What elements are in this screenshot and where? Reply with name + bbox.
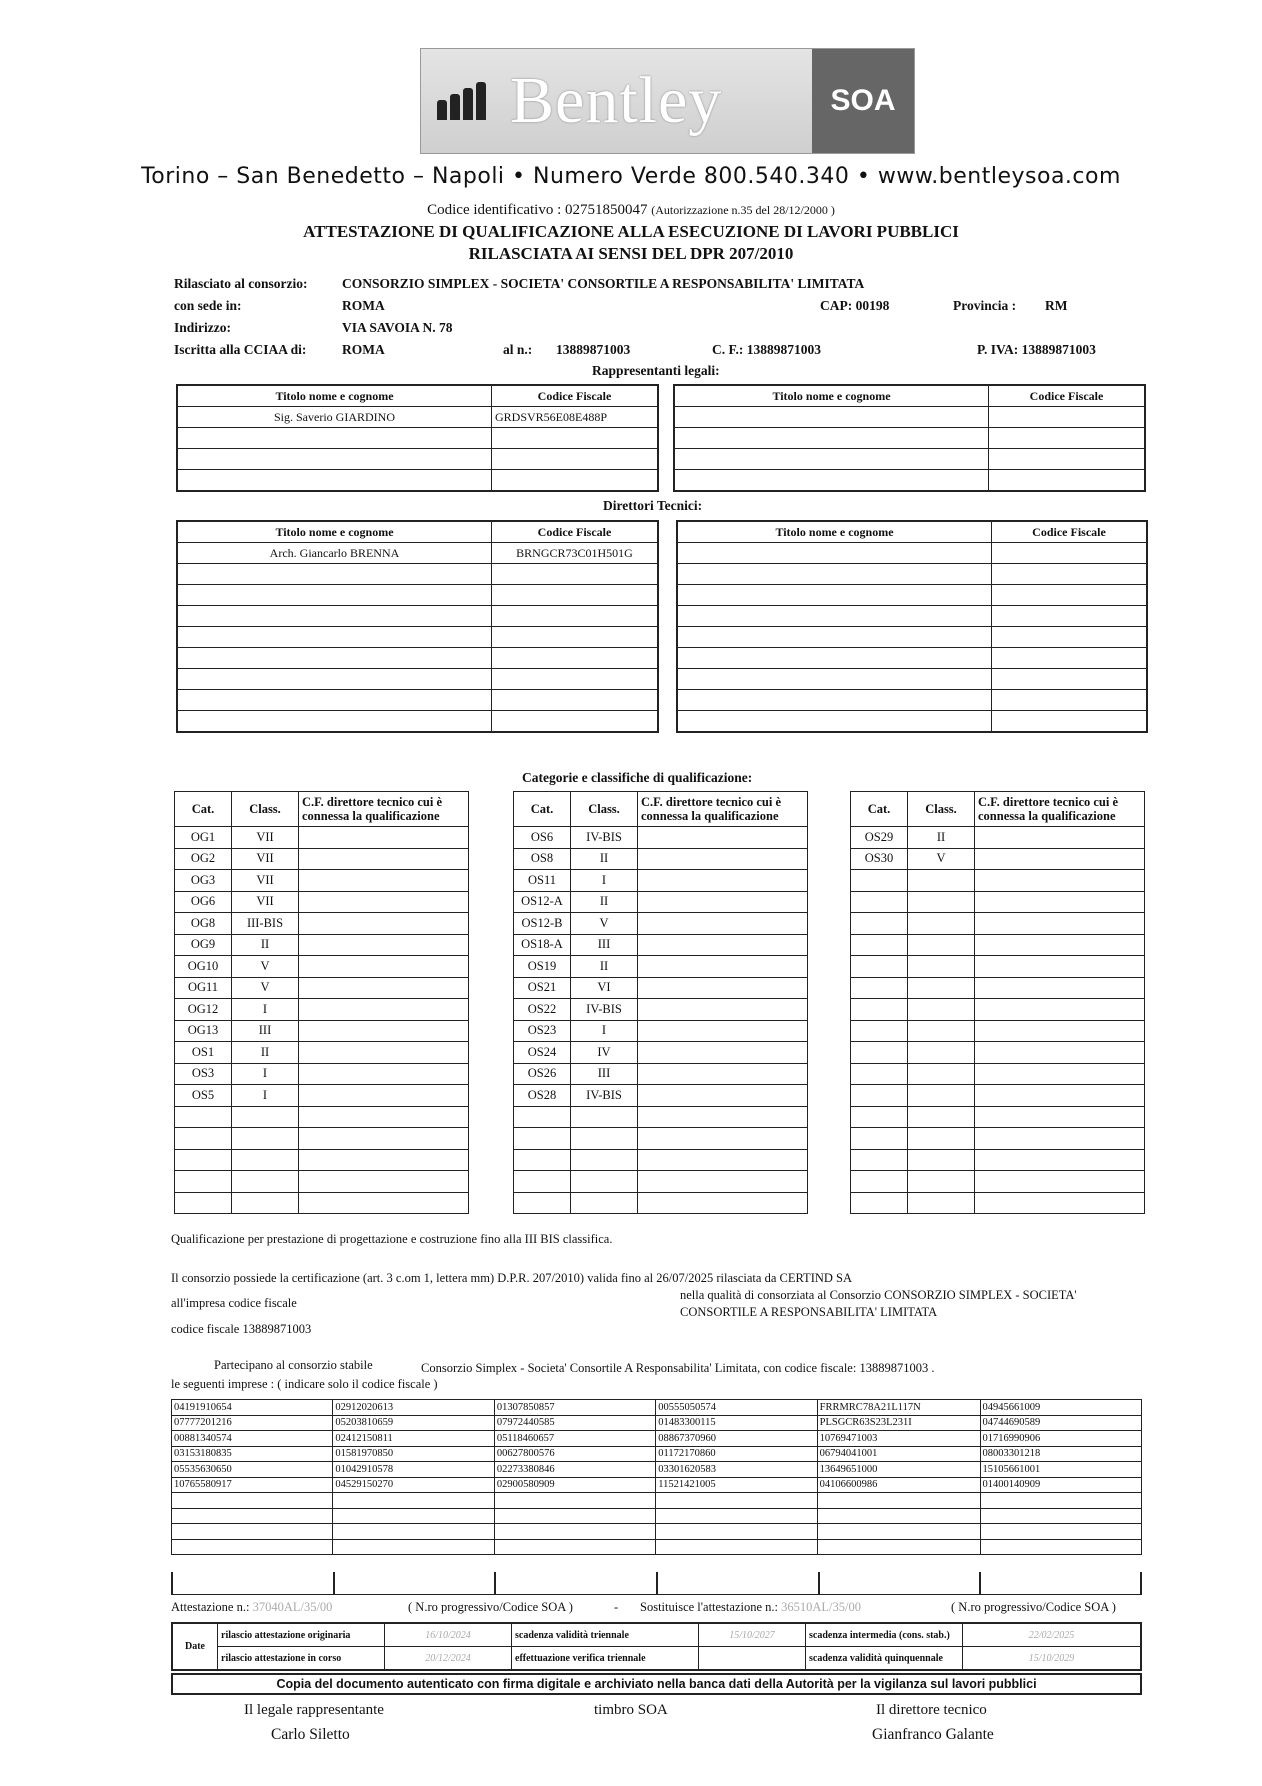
categoria-class: I [232,1063,299,1085]
class-header: Class. [232,792,299,827]
impresa-cf: 02900580909 [494,1477,655,1493]
impresa-row [172,1446,1142,1462]
aln-label: al n.: [503,342,533,357]
categoria-row [514,977,808,999]
copia-documento-bar: Copia del documento autenticato con firma digitale e archiviato nella banca dati della Autorità per la vigilanza sul lavori pubblici [171,1673,1142,1695]
categoria-row [851,1128,1145,1150]
categoria-code: OS23 [514,1020,571,1042]
categoria-row [175,956,469,978]
categoria-class: V [908,848,975,870]
rappresentanti-heading: Rappresentanti legali: [592,363,720,378]
categoria-class: III [571,1063,638,1085]
categoria-class: I [571,1020,638,1042]
logo-mark-icon [437,82,486,120]
categorie-heading: Categorie e classifiche di qualificazione: [522,770,753,785]
categoria-row [514,848,808,870]
categoria-code: OS19 [514,956,571,978]
rilascio-originaria-value: 16/10/2024 [385,1623,512,1647]
class-header: Class. [571,792,638,827]
categoria-code: OS22 [514,999,571,1021]
direttore-title: Il direttore tecnico [876,1702,987,1718]
cf-line: codice fiscale 13889871003 [171,1322,312,1336]
scadenza-triennale-label: scadenza validità triennale [512,1623,699,1647]
categoria-code: OG12 [175,999,232,1021]
impresa-cf: 00555050574 [656,1400,817,1416]
categoria-code: OG3 [175,870,232,892]
categoria-code: OS8 [514,848,571,870]
categoria-code: OG2 [175,848,232,870]
categoria-class: IV [571,1042,638,1064]
categoria-class: II [571,956,638,978]
qualificazione-note: Qualificazione per prestazione di progettazione e costruzione fino alla III BIS classifica. [171,1232,613,1246]
logo-badge: SOA [812,49,914,153]
categorie-table-2 [513,791,808,1214]
verifica-triennale-label: effettuazione verifica triennale [512,1647,699,1671]
col-cf-header: Codice Fiscale [492,385,659,407]
impresa-cf: 07972440585 [494,1415,655,1431]
timbro-soa: timbro SOA [594,1702,668,1718]
rappresentanti-table-left [176,384,659,492]
qualita-line-1: nella qualità di consorziata al Consorzio CONSORZIO SIMPLEX - SOCIETA' [680,1288,1077,1302]
impresa-cf: PLSGCR63S23L231I [817,1415,980,1431]
categoria-code: OS5 [175,1085,232,1107]
cat-header: Cat. [514,792,571,827]
categoria-row [851,934,1145,956]
impresa-cf: 01400140909 [980,1477,1141,1493]
categoria-row [514,870,808,892]
categoria-row [514,1042,808,1064]
categoria-class: VII [232,848,299,870]
impresa-cf: 01172170860 [656,1446,817,1462]
cat-header: Cat. [851,792,908,827]
categoria-code: OS12-B [514,913,571,935]
cat-header: Cat. [175,792,232,827]
class-header: Class. [908,792,975,827]
categoria-row [514,891,808,913]
categoria-row [851,1106,1145,1128]
categoria-row [514,956,808,978]
categoria-code: OS6 [514,827,571,849]
impresa-cf: 13649651000 [817,1462,980,1478]
categoria-row [175,870,469,892]
impresa-cf: 04529150270 [333,1477,494,1493]
categoria-row [851,999,1145,1021]
categoria-class: V [232,977,299,999]
scadenza-triennale-value: 15/10/2027 [699,1623,806,1647]
impresa-row [172,1400,1142,1416]
piva-value: P. IVA: 13889871003 [977,342,1096,357]
cciaa-label: Iscritta alla CCIAA di: [174,342,307,357]
impresa-cf: 04744690589 [980,1415,1141,1431]
impresa-cf: 01307850857 [494,1400,655,1416]
categoria-class: I [232,999,299,1021]
categoria-row [851,1085,1145,1107]
impresa-cf: 02273380846 [494,1462,655,1478]
categoria-class: I [232,1085,299,1107]
categoria-row [175,913,469,935]
categoria-row [514,934,808,956]
impresa-cf: 02412150811 [333,1431,494,1447]
attestazione-progr: ( N.ro progressivo/Codice SOA ) [408,1600,573,1614]
categoria-row [514,913,808,935]
categoria-class: II [908,827,975,849]
categoria-row [514,1020,808,1042]
categoria-row [851,870,1145,892]
cf-value: C. F.: 13889871003 [712,342,822,357]
verifica-triennale-value [699,1647,806,1671]
bentley-soa-logo [420,48,915,154]
categoria-row [175,977,469,999]
impresa-cf: 11521421005 [656,1477,817,1493]
categoria-code: OG10 [175,956,232,978]
categoria-class: IV-BIS [571,1085,638,1107]
col-name-header: Titolo nome e cognome [674,385,989,407]
direttori-table-right [676,520,1148,733]
categoria-code: OG11 [175,977,232,999]
impresa-row [172,1462,1142,1478]
categoria-row [175,1106,469,1128]
categoria-row [175,1063,469,1085]
qualita-line-2: CONSORTILE A RESPONSABILITA' LIMITATA [680,1305,938,1319]
categoria-row [514,1106,808,1128]
categoria-code: OG8 [175,913,232,935]
categoria-code: OS3 [175,1063,232,1085]
imprese-table-footer [171,1572,1142,1595]
categoria-row [851,1171,1145,1193]
attestazione-line [171,1600,332,1615]
codice-label: Codice identificativo : [427,202,562,218]
categoria-class: V [571,913,638,935]
cf-header: C.F. direttore tecnico cui è connessa la qualificazione [299,792,469,827]
impresa-row [172,1415,1142,1431]
direttori-table-left [176,520,659,733]
sostituisce-progr: ( N.ro progressivo/Codice SOA ) [951,1600,1116,1614]
categoria-code: OS21 [514,977,571,999]
rappresentante-name: Sig. Saverio GIARDINO [177,407,492,428]
categoria-row [175,1128,469,1150]
categoria-row [175,1085,469,1107]
scadenza-intermedia-label: scadenza intermedia (cons. stab.) [806,1623,963,1647]
rilascio-originaria-label: rilascio attestazione originaria [218,1623,385,1647]
categoria-code: OG1 [175,827,232,849]
attestazione-label: Attestazione n.: [171,1600,250,1614]
categoria-row [851,1149,1145,1171]
categoria-row [514,999,808,1021]
categoria-row [175,1149,469,1171]
document-subtitle: RILASCIATA AI SENSI DEL DPR 207/2010 [468,244,794,263]
categoria-class: VII [232,870,299,892]
certificazione-line: Il consorzio possiede la certificazione (art. 3 c.om 1, lettera mm) D.P.R. 207/2010) valida fino al 26/07/2025 rilasciata da CERTIND SA [171,1271,853,1285]
impresa-cf: 03301620583 [656,1462,817,1478]
rilascio-corso-value: 20/12/2024 [385,1647,512,1671]
partecipano-name: Consorzio Simplex - Societa' Consortile A Responsabilita' Limitata, con codice fiscale: 13889871003 . [421,1361,935,1375]
legale-name: Carlo Siletto [271,1726,350,1743]
impresa-cf: 01581970850 [333,1446,494,1462]
impresa-cf: 15105661001 [980,1462,1141,1478]
date-label: Date [172,1623,218,1670]
categoria-row [175,999,469,1021]
direttore-cf: BRNGCR73C01H501G [492,543,659,564]
rappresentanti-table-right [673,384,1146,492]
categoria-code: OS26 [514,1063,571,1085]
categoria-class: VII [232,827,299,849]
cf-header: C.F. direttore tecnico cui è connessa la qualificazione [638,792,808,827]
impresa-line: all'impresa codice fiscale [171,1296,297,1310]
categoria-class: III-BIS [232,913,299,935]
direttore-name: Arch. Giancarlo BRENNA [177,543,492,564]
codice-auth: (Autorizzazione n.35 del 28/12/2000 ) [651,203,835,217]
categoria-row [175,891,469,913]
categoria-row [851,956,1145,978]
cap-value: CAP: 00198 [820,298,890,313]
categorie-table-3 [850,791,1145,1214]
categoria-class: III [571,934,638,956]
contact-line: Torino – San Benedetto – Napoli • Numero Verde 800.540.340 • www.bentleysoa.com [141,164,1121,189]
categoria-row [514,1085,808,1107]
scadenza-quinquennale-value: 15/10/2029 [963,1647,1142,1671]
categoria-row [851,827,1145,849]
categoria-row [175,1171,469,1193]
categoria-row [514,1063,808,1085]
impresa-cf: 01483300115 [656,1415,817,1431]
impresa-cf: 04106600986 [817,1477,980,1493]
categoria-row [851,848,1145,870]
impresa-row [172,1477,1142,1493]
categoria-row [514,1171,808,1193]
col-cf-header: Codice Fiscale [492,521,659,543]
categoria-row [175,1192,469,1214]
categoria-code: OS1 [175,1042,232,1064]
impresa-cf: 08003301218 [980,1446,1141,1462]
cf-header: C.F. direttore tecnico cui è connessa la qualificazione [975,792,1145,827]
categoria-row [851,977,1145,999]
categoria-row [175,1042,469,1064]
categoria-class: IV-BIS [571,999,638,1021]
categoria-class: V [232,956,299,978]
categoria-class: VI [571,977,638,999]
categoria-row [175,1020,469,1042]
logo-text: Bentley [510,64,723,137]
impresa-cf: 06794041001 [817,1446,980,1462]
categoria-class: II [571,891,638,913]
categoria-row [851,891,1145,913]
rappresentante-cf: GRDSVR56E08E488P [492,407,659,428]
seguenti-imprese: le seguenti imprese : ( indicare solo il codice fiscale ) [171,1377,438,1391]
impresa-cf: 10769471003 [817,1431,980,1447]
col-cf-header: Codice Fiscale [989,385,1146,407]
document-title: ATTESTAZIONE DI QUALIFICAZIONE ALLA ESECUZIONE DI LAVORI PUBBLICI [303,222,959,241]
sostituisce-label: Sostituisce l'attestazione n.: [640,1600,778,1614]
categoria-code: OG9 [175,934,232,956]
impresa-cf: 08867370960 [656,1431,817,1447]
impresa-row [172,1431,1142,1447]
sede-label: con sede in: [174,298,242,313]
categoria-class: VII [232,891,299,913]
categoria-class: II [232,934,299,956]
indirizzo-value: VIA SAVOIA N. 78 [342,320,453,335]
indirizzo-label: Indirizzo: [174,320,231,335]
scadenza-quinquennale-label: scadenza validità quinquennale [806,1647,963,1671]
categoria-class: II [232,1042,299,1064]
impresa-cf: 00627800576 [494,1446,655,1462]
scadenza-intermedia-value: 22/02/2025 [963,1623,1142,1647]
col-name-header: Titolo nome e cognome [177,385,492,407]
col-cf-header: Codice Fiscale [992,521,1148,543]
dates-table [171,1622,1142,1671]
impresa-cf: 05118460657 [494,1431,655,1447]
impresa-cf: 05203810659 [333,1415,494,1431]
rilasciato-value: CONSORZIO SIMPLEX - SOCIETA' CONSORTILE A RESPONSABILITA' LIMITATA [342,276,865,291]
rilascio-corso-label: rilascio attestazione in corso [218,1647,385,1671]
impresa-cf: 02912020613 [333,1400,494,1416]
categoria-row [851,913,1145,935]
categoria-row [514,1149,808,1171]
impresa-cf: 10765580917 [172,1477,333,1493]
sostituisce-line [640,1600,861,1615]
categoria-class: III [232,1020,299,1042]
provincia-value: RM [1045,298,1068,313]
col-name-header: Titolo nome e cognome [677,521,992,543]
categoria-code: OS12-A [514,891,571,913]
categoria-row [851,1063,1145,1085]
categoria-row [175,934,469,956]
codice-value: 02751850047 [565,202,648,218]
categoria-code: OS28 [514,1085,571,1107]
sostituisce-value: 36510AL/35/00 [781,1600,861,1614]
legale-title: Il legale rappresentante [244,1702,384,1718]
impresa-cf: 04191910654 [172,1400,333,1416]
categoria-code: OS29 [851,827,908,849]
categoria-code: OG13 [175,1020,232,1042]
sede-value: ROMA [342,298,385,313]
categoria-code: OS11 [514,870,571,892]
provincia-label: Provincia : [953,298,1017,313]
impresa-cf: 07777201216 [172,1415,333,1431]
categoria-row [175,848,469,870]
categoria-code: OG6 [175,891,232,913]
categoria-class: II [571,848,638,870]
impresa-cf: 01042910578 [333,1462,494,1478]
codice-identificativo [0,202,1262,219]
impresa-cf: FRRMRC78A21L117N [817,1400,980,1416]
impresa-cf: 03153180835 [172,1446,333,1462]
categoria-row [514,827,808,849]
imprese-table [171,1399,1142,1555]
categoria-row [514,1192,808,1214]
categoria-class: I [571,870,638,892]
categoria-row [851,1042,1145,1064]
categoria-row [514,1128,808,1150]
categoria-row [851,1020,1145,1042]
impresa-cf: 04945661009 [980,1400,1141,1416]
categoria-class: IV-BIS [571,827,638,849]
direttori-heading: Direttori Tecnici: [603,498,703,513]
categoria-row [851,1192,1145,1214]
col-name-header: Titolo nome e cognome [177,521,492,543]
categoria-code: OS18-A [514,934,571,956]
categoria-code: OS30 [851,848,908,870]
direttore-name: Gianfranco Galante [872,1726,994,1743]
impresa-cf: 00881340574 [172,1431,333,1447]
rilasciato-label: Rilasciato al consorzio: [174,276,308,291]
impresa-cf: 01716990906 [980,1431,1141,1447]
attestazione-dash: - [614,1600,619,1614]
partecipano-label: Partecipano al consorzio stabile [214,1358,373,1372]
cciaa-value: ROMA [342,342,385,357]
aln-value: 13889871003 [556,342,631,357]
impresa-cf: 05535630650 [172,1462,333,1478]
categoria-code: OS24 [514,1042,571,1064]
categorie-table-1 [174,791,469,1214]
categoria-row [175,827,469,849]
attestazione-value: 37040AL/35/00 [252,1600,333,1614]
